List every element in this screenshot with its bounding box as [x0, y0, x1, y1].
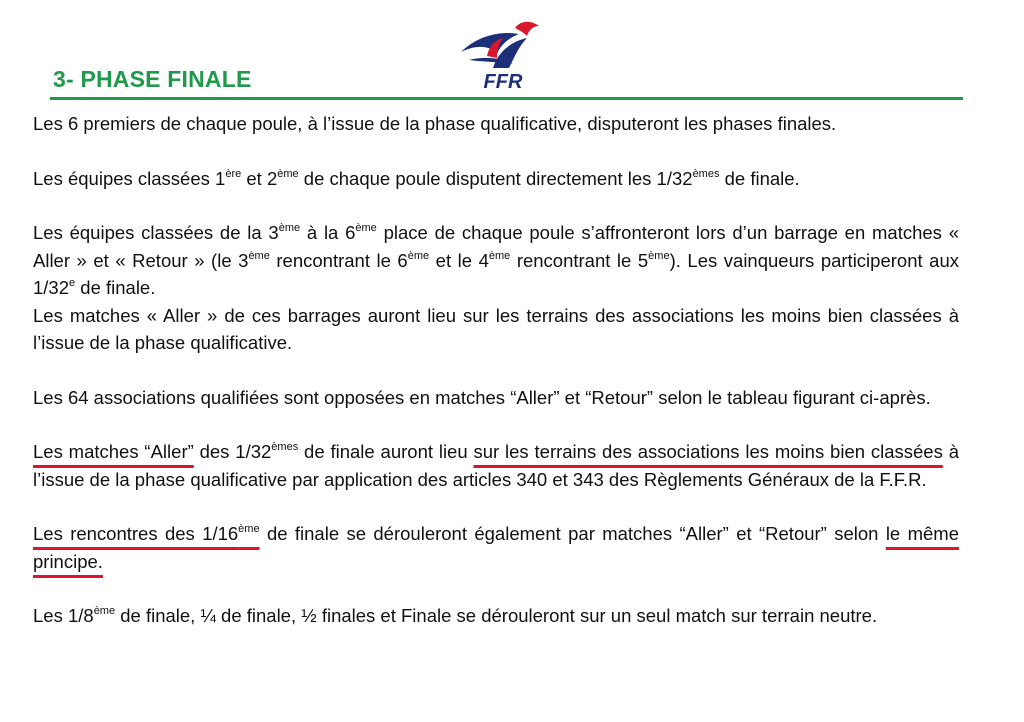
- paragraph-1: Les 6 premiers de chaque poule, à l’issue de la phase qualificative, disputeront les phases finales.: [33, 113, 837, 134]
- underlined-aller: Les matches “Aller”: [33, 441, 194, 462]
- paragraph-5: Les 64 associations qualifiées sont opposées en matches “Aller” et “Retour” selon le tableau figurant ci-après.: [33, 386, 931, 408]
- underlined-terrains: sur les terrains des associations les moins bien classées: [473, 441, 943, 462]
- paragraph-7: Les rencontres des 1/16ème de finale se dérouleront également par matches “Aller” et “Retour” selon le même principe.: [33, 523, 959, 572]
- underlined-principe: le même principe.: [33, 523, 959, 572]
- paragraph-4: Les matches « Aller » de ces barrages auront lieu sur les terrains des associations les moins bien classées à l’issue de la phase qualificative.: [33, 304, 959, 353]
- paragraph-8: Les 1/8ème de finale, ¼ de finale, ½ finales et Finale se dérouleront sur un seul match sur terrain neutre.: [33, 605, 878, 626]
- paragraph-3: Les équipes classées de la 3ème à la 6ème place de chaque poule s’affronteront lors d’un barrage en matches « Aller » et « Retour » (le 3ème rencontrant le 6ème et le 4ème rencontrant le 5ème). Les vainqueurs participeront aux 1/32e de finale.: [33, 222, 959, 298]
- underlined-rencontres: Les rencontres des 1/16ème: [33, 523, 260, 544]
- title-divider: [50, 97, 963, 100]
- paragraph-6: Les matches “Aller” des 1/32èmes de finale auront lieu sur les terrains des associations les moins bien classées à l’issue de la phase qualificative par application des articles 340 et 343 des Règlements Généraux de la F.F.R.: [33, 441, 959, 490]
- ffr-logo: [457, 16, 545, 94]
- logo-text: FFR: [483, 71, 523, 93]
- section-title: 3- PHASE FINALE: [53, 66, 252, 92]
- document-body: [33, 110, 959, 630]
- paragraph-2: Les équipes classées 1ère et 2ème de chaque poule disputent directement les 1/32èmes de finale.: [33, 167, 800, 189]
- rooster-crest-red: [515, 22, 539, 36]
